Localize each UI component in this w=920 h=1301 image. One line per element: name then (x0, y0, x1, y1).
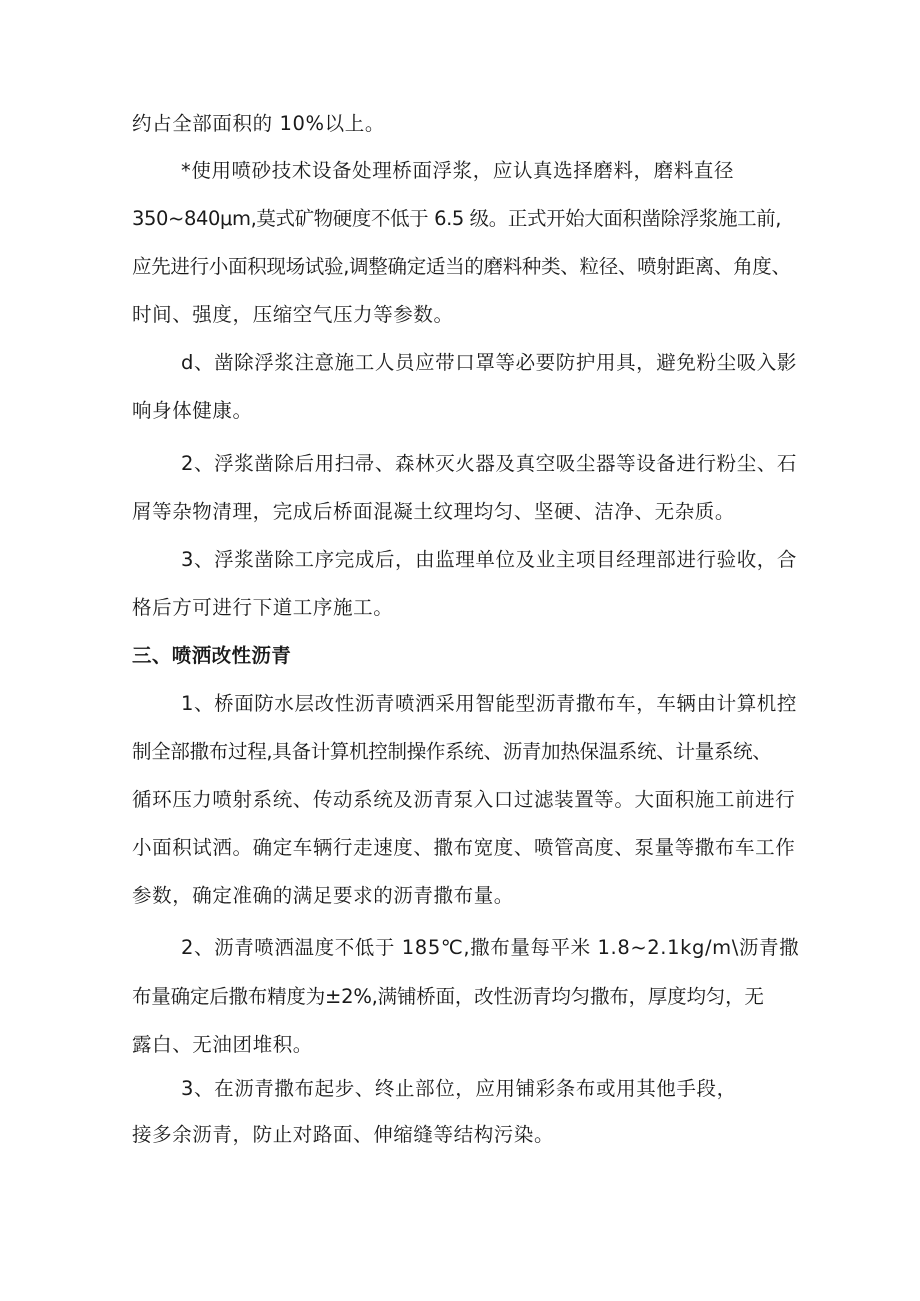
text-line: 时间、强度，压缩空气压力等参数。 (132, 303, 454, 326)
text-line: 露白、无油团堆积。 (132, 1033, 313, 1056)
text-line: 应先进行小面积现场试验,调整确定适当的磨料种类、粒径、喷射距离、角度、 (132, 255, 791, 278)
text-line: 3、在沥青撒布起步、终止部位，应用铺彩条布或用其他手段， (181, 1077, 737, 1100)
text-line: 参数，确定准确的满足要求的沥青撒布量。 (132, 884, 514, 907)
text-line: 约占全部面积的 10%以上。 (132, 112, 385, 135)
text-line: 小面积试洒。确定车辆行走速度、撒布宽度、喷管高度、泵量等撒布车工作 (132, 836, 796, 859)
text-line: 3、浮浆凿除工序完成后，由监理单位及业主项目经理部进行验收，合 (181, 548, 798, 571)
text-line: 2、沥青喷洒温度不低于 185℃,撒布量每平米 1.8~2.1kg/m\沥青撒 (181, 936, 800, 959)
text-line: d、凿除浮浆注意施工人员应带口罩等必要防护用具，避免粉尘吸入影 (181, 351, 797, 374)
text-line: 响身体健康。 (132, 399, 253, 422)
text-line: 屑等杂物清理，完成后桥面混凝土纹理均匀、坚硬、洁净、无杂质。 (132, 500, 736, 523)
text-line: 接多余沥青，防止对路面、伸缩缝等结构污染。 (132, 1123, 555, 1146)
text-line: 循环压力喷射系统、传动系统及沥青泵入口过滤装置等。大面积施工前进行 (132, 788, 796, 811)
section-heading: 三、喷洒改性沥青 (132, 644, 292, 667)
text-line: 1、桥面防水层改性沥青喷洒采用智能型沥青撒布车，车辆由计算机控 (181, 692, 798, 715)
text-line: *使用喷砂技术设备处理桥面浮浆，应认真选择磨料，磨料直径 (181, 159, 735, 182)
text-line: 格后方可进行下道工序施工。 (132, 596, 394, 619)
text-line: 2、浮浆凿除后用扫帚、森林灭火器及真空吸尘器等设备进行粉尘、石 (181, 452, 798, 475)
text-line: 布量确定后撒布精度为±2%,满铺桥面，改性沥青均匀撒布，厚度均匀，无 (132, 985, 764, 1008)
text-line: 350~840μm,莫式矿物硬度不低于 6.5 级。正式开始大面积凿除浮浆施工前, (132, 207, 782, 230)
text-line: 制全部撒布过程,具备计算机控制操作系统、沥青加热保温系统、计量系统、 (132, 740, 772, 763)
